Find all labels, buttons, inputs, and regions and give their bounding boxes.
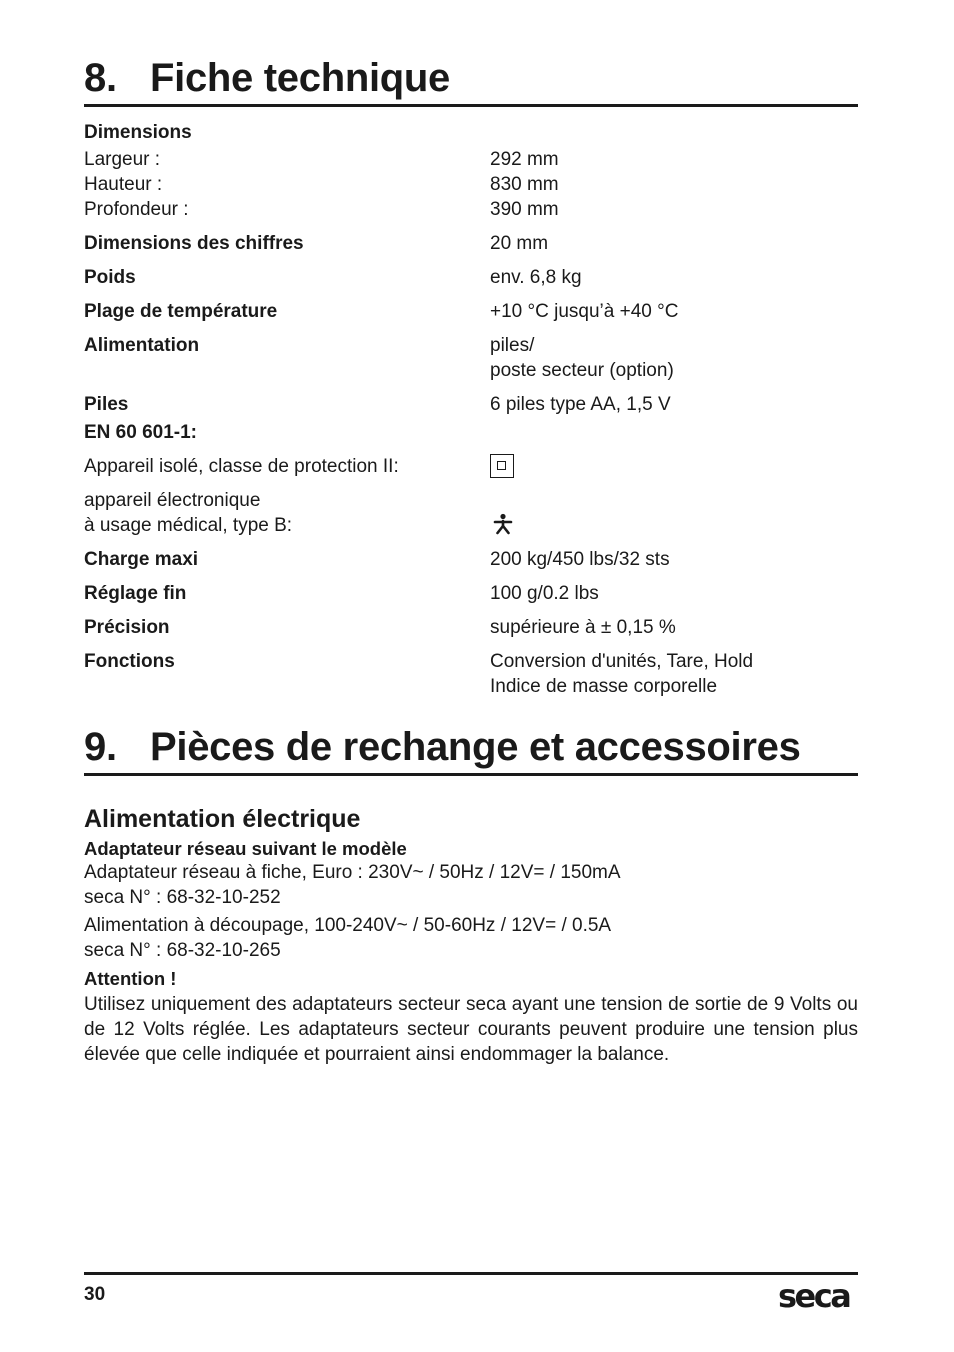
adapter-item2-line2: seca N° : 68-32-10-265 [84, 940, 281, 961]
footer-rule [84, 1272, 858, 1275]
weight-value: env. 6,8 kg [490, 267, 582, 288]
seca-logo: seca [778, 1277, 850, 1315]
max-load-value: 200 kg/450 lbs/32 sts [490, 549, 670, 570]
width-label: Largeur : [84, 149, 161, 170]
height-value: 830 mm [490, 174, 559, 195]
precision-value: supérieure à ± 0,15 % [490, 617, 676, 638]
depth-value: 390 mm [490, 199, 559, 220]
adapter-item2-line1: Alimentation à découpage, 100-240V~ / 50-60Hz / 12V= / 0.5A [84, 915, 612, 936]
page-number: 30 [84, 1284, 106, 1305]
attention-text: Utilisez uniquement des adaptateurs secteur seca ayant une tension de sortie de 9 Volts ou de 12 Volts réglée. Les adaptateurs secteur courants peuvent produire une tension plus élevée que celle indiquée et pourraient ainsi endommager la balance. [84, 994, 858, 1065]
batteries-value: 6 piles type AA, 1,5 V [490, 394, 671, 415]
dimensions-heading: Dimensions [84, 122, 192, 143]
fine-tuning-label: Réglage fin [84, 583, 187, 604]
insulated-label: Appareil isolé, classe de protection II: [84, 456, 399, 477]
adapter-item1-line1: Adaptateur réseau à fiche, Euro : 230V~ / 50Hz / 12V= / 150mA [84, 862, 621, 883]
digit-size-value: 20 mm [490, 233, 549, 254]
heading-rule [84, 773, 858, 776]
width-value: 292 mm [490, 149, 559, 170]
power-supply-subheading: Alimentation électrique [84, 805, 361, 833]
section-9-heading [84, 727, 858, 771]
temperature-label: Plage de température [84, 301, 278, 322]
temperature-value: +10 °C jusqu’à +40 °C [490, 301, 679, 322]
attention-heading: Attention ! [84, 968, 177, 989]
precision-label: Précision [84, 617, 170, 638]
depth-label: Profondeur : [84, 199, 189, 220]
functions-value-line2: Indice de masse corporelle [490, 676, 718, 697]
power-value-line1: piles/ [490, 335, 535, 356]
adapter-item1-line2: seca N° : 68-32-10-252 [84, 887, 281, 908]
power-value-line2: poste secteur (option) [490, 360, 674, 381]
functions-value-line1: Conversion d'unités, Tare, Hold [490, 651, 754, 672]
section-title: Fiche technique [150, 56, 450, 100]
batteries-label: Piles [84, 394, 129, 415]
section-title: Pièces de rechange et accessoires [150, 725, 801, 769]
standard-label: EN 60 601-1: [84, 422, 198, 443]
heading-rule [84, 104, 858, 107]
type-b-person-icon [492, 513, 514, 535]
double-square-icon [490, 454, 514, 478]
weight-label: Poids [84, 267, 136, 288]
max-load-label: Charge maxi [84, 549, 199, 570]
section-number: 9. [84, 725, 117, 769]
section-8-heading [84, 58, 858, 102]
power-label: Alimentation [84, 335, 200, 356]
digit-size-label: Dimensions des chiffres [84, 233, 304, 254]
fine-tuning-value: 100 g/0.2 lbs [490, 583, 599, 604]
medical-label-line2: à usage médical, type B: [84, 515, 293, 536]
adapter-heading: Adaptateur réseau suivant le modèle [84, 838, 407, 859]
height-label: Hauteur : [84, 174, 163, 195]
medical-label-line1: appareil électronique [84, 490, 261, 511]
functions-label: Fonctions [84, 651, 175, 672]
section-number: 8. [84, 56, 117, 100]
